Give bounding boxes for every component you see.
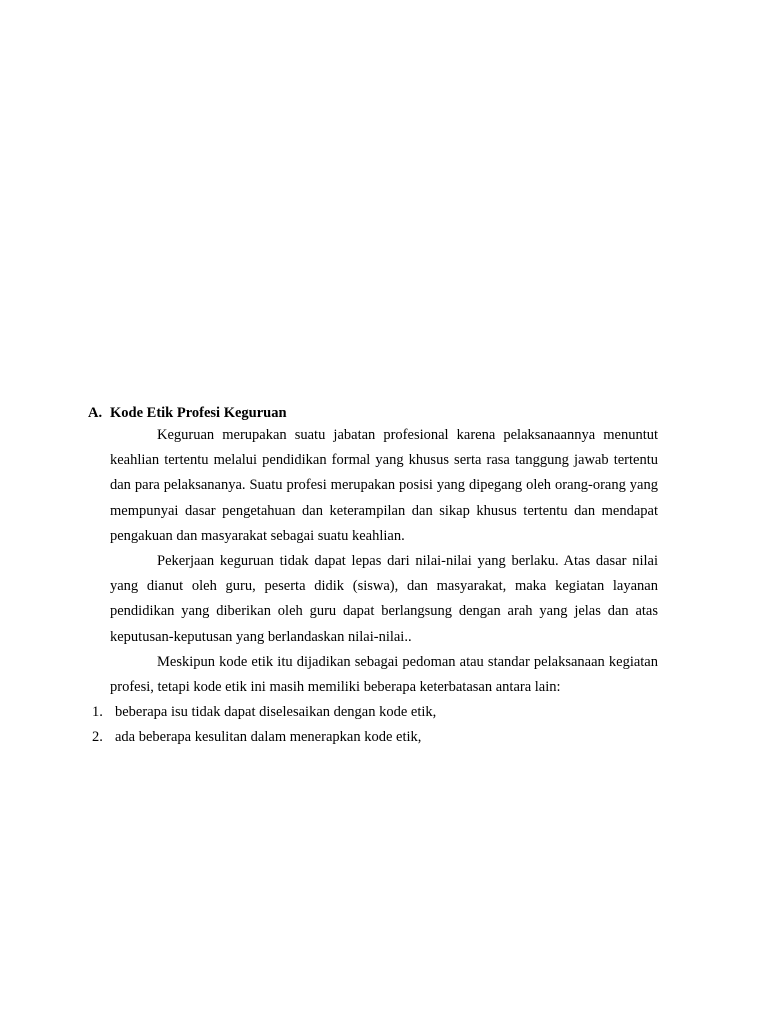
section-kode-etik [88, 403, 658, 751]
list-text: beberapa isu tidak dapat diselesaikan dengan kode etik, [115, 704, 437, 721]
list-number: 1. [92, 704, 103, 721]
paragraph-1: Keguruan merupakan suatu jabatan profesional karena pelaksanaannya menuntut keahlian tertentu melalui pendidikan formal yang khusus serta rasa tanggung jawab tertentu dan para pelaksananya. Suatu profesi merupakan posisi yang dipegang oleh orang-orang yang mempunyai dasar pengetahuan dan keterampilan dan sikap khusus tertentu dan mendapat pengakuan dan masyarakat sebagai suatu keahlian. [110, 427, 658, 544]
limitations-list [88, 700, 658, 750]
section-title: Kode Etik Profesi Keguruan [110, 405, 287, 421]
paragraph-2: Pekerjaan keguruan tidak dapat lepas dari nilai-nilai yang berlaku. Atas dasar nilai yang dianut oleh guru, peserta didik (siswa), dan masyarakat, maka kegiatan layanan pendidikan yang diberikan oleh guru dapat berlangsung dengan arah yang jelas dan atas keputusan-keputusan yang berlandaskan nilai-nilai.. [110, 553, 658, 645]
list-item [88, 725, 658, 750]
section-heading [88, 403, 658, 423]
section-body [110, 423, 658, 700]
paragraph-3: Meskipun kode etik itu dijadikan sebagai pedoman atau standar pelaksanaan kegiatan profesi, tetapi kode etik ini masih memiliki beberapa keterbatasan antara lain: [110, 653, 658, 696]
list-item [88, 700, 658, 725]
list-text: ada beberapa kesulitan dalam menerapkan kode etik, [115, 729, 422, 746]
list-number: 2. [92, 729, 103, 746]
section-marker: A. [88, 405, 103, 421]
